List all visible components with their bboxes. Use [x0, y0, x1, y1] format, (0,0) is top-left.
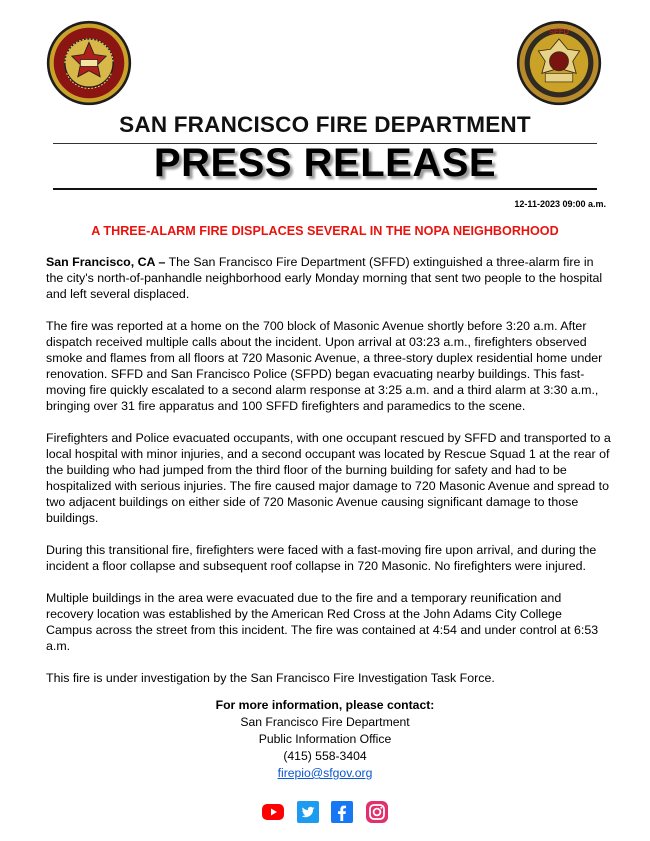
dateline: San Francisco, CA –	[46, 255, 166, 269]
contact-phone: (415) 558-3404	[283, 749, 367, 763]
paragraph-2: The fire was reported at a home on the 700 block of Masonic Avenue shortly before 3:20 a.m. After dispatch received multiple calls about the incident. Upon arrival at 03:23 a.m., firefighters observed smoke and flames from all floors at 720 Masonic Avenue, a three-story duplex residential home under renovation. SFFD and San Francisco Police (SFPD) began evacuating nearby buildings. This fast-moving fire quickly escalated to a second alarm response at 3:25 a.m. and a third alarm at 3:30 a.m., bringing over 31 fire apparatus and 100 SFFD firefighters and paramedics to the scene.	[46, 319, 603, 413]
release-date: 12-11-2023 09:00 a.m.	[514, 199, 606, 209]
facebook-icon[interactable]	[330, 800, 354, 824]
release-body	[46, 254, 611, 702]
seal-monogram: SFFD	[548, 26, 570, 36]
instagram-icon[interactable]	[365, 800, 389, 824]
sffd-seal	[516, 20, 602, 106]
paragraph-5: Multiple buildings in the area were evacuated due to the fire and a temporary reunification and recovery location was established by the American Red Cross at the John Adams City College Campus across the street from this incident. The fire was contained at 4:54 and under control at 6:53 a.m.	[46, 591, 599, 653]
department-name: SAN FRANCISCO FIRE DEPARTMENT	[119, 112, 531, 137]
paragraph-6: This fire is under investigation by the San Francisco Fire Investigation Task Force.	[46, 671, 495, 685]
twitter-icon[interactable]	[296, 800, 320, 824]
contact-email-link[interactable]: firepio@sfgov.org	[277, 766, 373, 780]
contact-org: San Francisco Fire Department	[240, 715, 410, 729]
headline: A THREE-ALARM FIRE DISPLACES SEVERAL IN THE NOPA NEIGHBORHOOD	[91, 224, 559, 238]
paragraph-4: During this transitional fire, firefighters were faced with a fast-moving fire upon arrival, and during the incident a floor collapse and subsequent roof collapse in 720 Masonic. No firefighters were injured.	[46, 543, 597, 573]
paragraph-1-text: The San Francisco Fire Department (SFFD) extinguished a three-alarm fire in the city's north-of-panhandle neighborhood early Monday morning that sent two people to the hospital and left several displaced.	[46, 255, 603, 301]
paragraph-1	[46, 254, 611, 302]
contact-block	[0, 697, 650, 782]
contact-heading: For more information, please contact:	[215, 698, 435, 712]
paragraph-3: Firefighters and Police evacuated occupants, with one occupant rescued by SFFD and transported to a local hospital with minor injuries, and a second occupant was located by Rescue Squad 1 at the rear of the building who had jumped from the third floor of the burning building for safety and had to be hospitalized with serious injuries. The fire caused major damage to 720 Masonic Avenue and spread to two adjacent buildings on either side of 720 Masonic Avenue causing significant damage to those buildings.	[46, 431, 611, 525]
social-links	[0, 800, 650, 824]
contact-office: Public Information Office	[258, 732, 392, 746]
youtube-icon[interactable]	[261, 800, 285, 824]
sffd-pio-seal	[46, 20, 132, 106]
press-release-title: PRESS RELEASE	[153, 141, 497, 185]
bottom-divider	[53, 188, 597, 190]
